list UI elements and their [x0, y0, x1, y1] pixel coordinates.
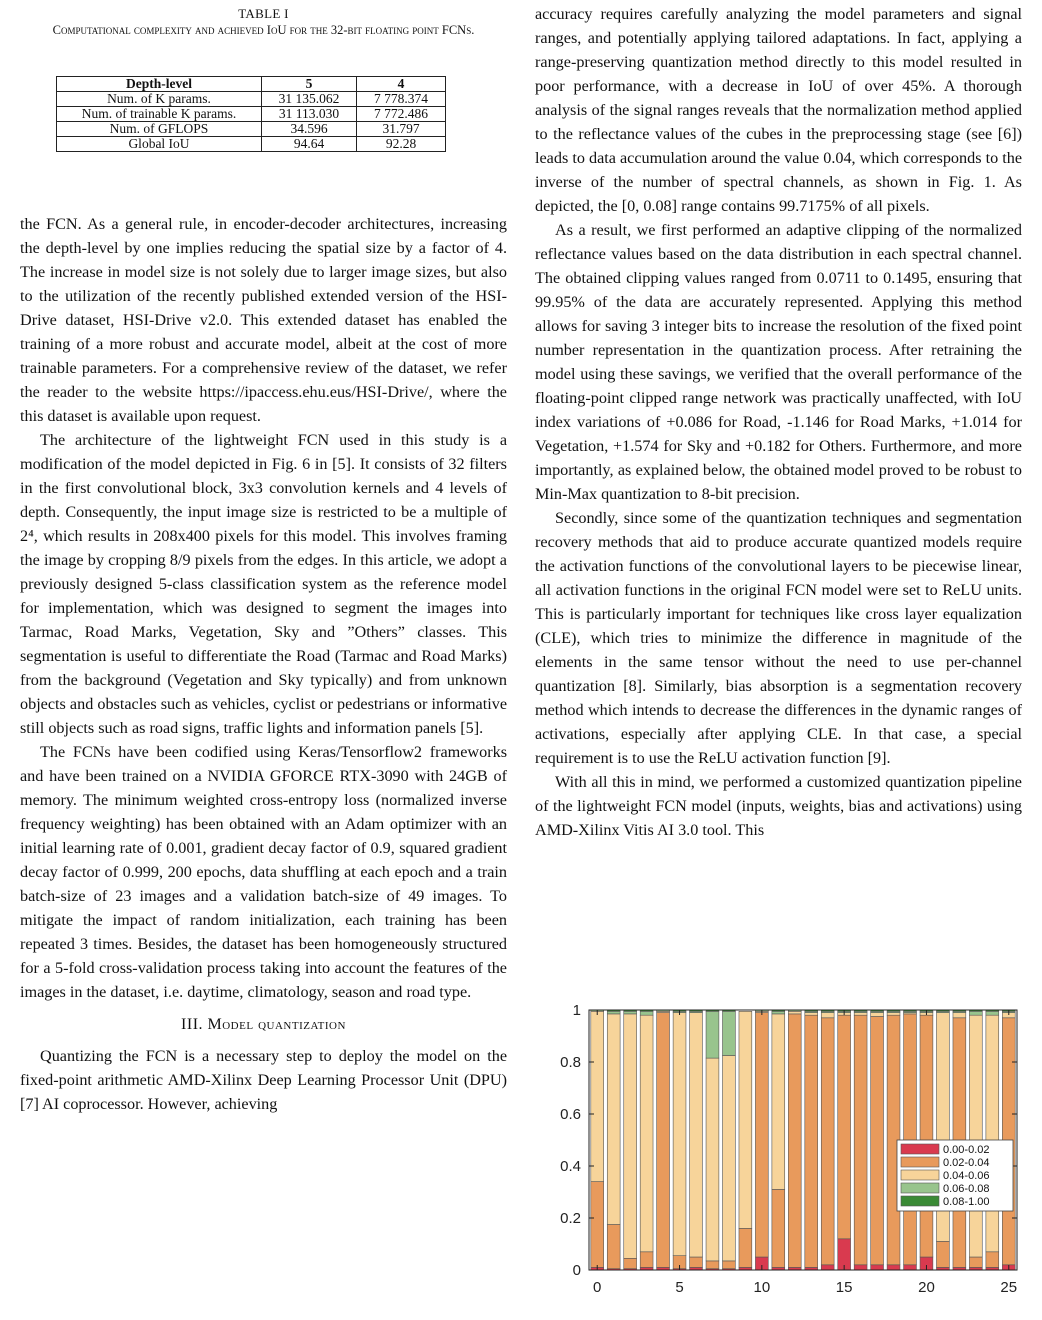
table-cell: 34.596	[262, 122, 357, 137]
bar-segment	[772, 1189, 785, 1267]
x-tick-label: 20	[918, 1279, 935, 1296]
x-tick-label: 25	[1000, 1279, 1018, 1296]
table-row	[57, 92, 446, 107]
table-cell: 31 113.030	[262, 107, 357, 122]
chart-svg	[545, 998, 1037, 1304]
table-header-cell: 4	[357, 77, 446, 92]
bar-segment	[755, 1013, 768, 1257]
bar-segment	[723, 1261, 736, 1269]
bar-segment	[624, 1011, 637, 1014]
table-header-cell: 5	[262, 77, 357, 92]
section-title: Model quantization	[207, 1016, 346, 1033]
bar-segment	[937, 1241, 950, 1267]
bar-segment	[821, 1018, 834, 1265]
bar-segment	[640, 1015, 653, 1252]
table-cell: 7 772.486	[357, 107, 446, 122]
legend-swatch	[901, 1144, 939, 1154]
bar-segment	[854, 1015, 867, 1265]
bar-segment	[706, 1261, 719, 1269]
legend-label: 0.00-0.02	[943, 1144, 990, 1156]
bar-segment	[821, 1265, 834, 1270]
bar-segment	[969, 1015, 982, 1257]
bar-segment	[591, 1182, 604, 1268]
bar-segment	[904, 1265, 917, 1270]
bar-segment	[986, 1011, 999, 1015]
bar-segment	[673, 1013, 686, 1256]
body-paragraph: As a result, we first performed an adaptive clipping of the normalized reflectance values based on the data distribution in each spectral channel. The obtained clipping values ranged from 0.0711 to 0.1495, ensuring that 99.95% of the data are accurately represented. Applying this method allows for saving 3 integer bits to increase the resolution of the fixed point number representation in the quantization process. After retraining the model using these savings, we verified that the overall performance of the floating-point clipped range network was practically unaffected, with IoU index variations of +0.086 for Road, -1.146 for Road Marks, +1.014 for Vegetation, +1.574 for Sky and +0.182 for Others. Furthermore, and more importantly, as explained below, the obtained model proved to be robust to Min-Max quantization to 8-bit precision.	[535, 221, 1022, 503]
y-tick-label: 0	[572, 1262, 581, 1279]
bar-segment	[772, 1011, 785, 1014]
bar-segment	[871, 1017, 884, 1265]
table-cell: Num. of GFLOPS	[57, 122, 262, 137]
bar-segment	[690, 1013, 703, 1257]
bar-segment	[986, 1252, 999, 1268]
bar-segment	[788, 1011, 801, 1014]
bar-segment	[640, 1011, 653, 1015]
bar-segment	[788, 1014, 801, 1268]
x-tick-label: 10	[753, 1279, 771, 1296]
table-row	[57, 137, 446, 152]
table-caption: Computational complexity and achieved IoU for the 32-bit floating point FCNs.	[52, 23, 475, 37]
bar-segment	[805, 1015, 818, 1267]
bar-segment	[871, 1013, 884, 1017]
bar-segment	[969, 1257, 982, 1267]
table-cell: 31 135.062	[262, 92, 357, 107]
y-tick-label: 1	[572, 1002, 581, 1019]
section-heading	[20, 1016, 507, 1034]
body-paragraph: The FCNs have been codified using Keras/Tensorflow2 frameworks and have been trained on a NVIDIA GFORCE RTX-3090 with 24GB of memory. The minimum weighted cross-entropy loss (normalized inverse frequency weighting) has been obtained with an Adam optimizer with an initial learning rate of 0.001, gradient decay factor of 0.9, squared gradient decay factor of 0.999, 200 epochs, data shuffling at each epoch and a train batch-size of 23 images and a validation batch-size of 49 images. To mitigate the impact of random initialization, each training has been repeated 3 times. Besides, the dataset has been homogeneously structured for a 5-fold cross-validation process taking into account the features of the images in the dataset, i.e. daytime, climatology, season and road type.	[20, 743, 507, 1001]
table-cell: Num. of trainable K params.	[57, 107, 262, 122]
x-tick-label: 5	[675, 1279, 684, 1296]
table-header-cell: Depth-level	[57, 77, 262, 92]
bar-segment	[821, 1013, 834, 1018]
legend-label: 0.06-0.08	[943, 1183, 990, 1195]
bar-segment	[723, 1011, 736, 1055]
legend-label: 0.08-1.00	[943, 1196, 990, 1208]
bar-segment	[920, 1015, 933, 1257]
table-label: TABLE I	[238, 6, 289, 21]
x-tick-label: 0	[593, 1279, 602, 1296]
legend-label: 0.02-0.04	[943, 1157, 990, 1169]
bar-segment	[986, 1015, 999, 1252]
bar-segment	[854, 1265, 867, 1270]
complexity-table	[56, 76, 446, 152]
legend-label: 0.04-0.06	[943, 1170, 990, 1182]
bar-segment	[871, 1265, 884, 1270]
bar-segment	[607, 1011, 620, 1014]
right-body	[535, 2, 1022, 842]
table-cell: 31.797	[357, 122, 446, 137]
y-tick-label: 0.8	[560, 1054, 581, 1071]
body-paragraph: Secondly, since some of the quantization techniques and segmentation recovery methods that aid to produce accurate quantized models require the activation functions of the convolutional layers to be piecewise linear, all activation functions in the original FCN model were set to ReLU units. This is particularly important for techniques like cross layer equalization (CLE), which tries to minimize the difference in magnitude of the elements in the same tensor without the need to use per-channel quantization [8]. Similarly, bias absorption is a segmentation recovery method which intends to decrease the differences in the dynamic ranges of activations, especially after applying CLE. In that case, a special requirement is to use the ReLU activation function [9].	[535, 509, 1022, 767]
legend-swatch	[901, 1157, 939, 1167]
bar-segment	[887, 1265, 900, 1270]
table-cell: 92.28	[357, 137, 446, 152]
bar-segment	[624, 1258, 637, 1268]
bar-segment	[607, 1225, 620, 1269]
table-cell: Num. of K params.	[57, 92, 262, 107]
y-tick-label: 0.4	[560, 1158, 581, 1175]
stacked-bar-chart	[545, 998, 1037, 1304]
bar-segment	[739, 1011, 752, 1228]
left-body	[20, 212, 507, 1116]
bar-segment	[904, 1014, 917, 1265]
table-wrapper	[56, 76, 446, 152]
bar-segment	[805, 1013, 818, 1016]
bar-segment	[624, 1014, 637, 1258]
body-paragraph: the FCN. As a general rule, in encoder-decoder architectures, increasing the depth-level by one implies reducing the spatial size by a factor of 4. The increase in model size is not solely due to larger image sizes, but also to the utilization of the recently published extended version of the HSI-Drive dataset, HSI-Drive v2.0. This extended dataset has enabled the training of a more robust and accurate model, albeit at the cost of more trainable parameters. For a comprehensive review of the dataset, we refer the reader to the website https://ipaccess.ehu.eus/HSI-Drive/, where the this dataset is available upon request.	[20, 215, 507, 425]
body-paragraph: With all this in mind, we performed a customized quantization pipeline of the lightweight FCN model (inputs, weights, bias and activations) using AMD-Xilinx Vitis AI 3.0 tool. This	[535, 773, 1022, 839]
table-cell: 7 778.374	[357, 92, 446, 107]
bar-segment	[591, 1011, 604, 1181]
bar-segment	[657, 1013, 670, 1268]
section-number: III.	[181, 1016, 204, 1033]
body-paragraph: Quantizing the FCN is a necessary step to deploy the model on the fixed-point arithmetic AMD-Xilinx Deep Learning Processor Unit (DPU) [7] AI coprocessor. However, achieving	[20, 1047, 507, 1113]
y-tick-label: 0.6	[560, 1106, 581, 1123]
table-row	[57, 122, 446, 137]
legend-swatch	[901, 1170, 939, 1180]
legend-swatch	[901, 1196, 939, 1206]
body-paragraph: accuracy requires carefully analyzing the model parameters and signal ranges, and potentially applying tailored adaptations. In fact, applying a range-preserving quantization method directly to this model resulted in poor performance, with a decrease in IoU of over 45%. A thorough analysis of the signal ranges reveals that the normalization method applied to the reflectance values of the cubes in the preprocessing stage (see [6]) leads to data accumulation around the value 0.04, which corresponds to the inverse of the number of spectral channels, as shown in Fig. 1. As depicted, the [0, 0.08] range contains 99.7175% of all pixels.	[535, 5, 1022, 215]
y-tick-label: 0.2	[560, 1210, 581, 1227]
bar-segment	[723, 1056, 736, 1261]
body-paragraph: The architecture of the lightweight FCN used in this study is a modification of the model depicted in Fig. 6 in [5]. It consists of 32 filters in the first convolutional block, 3x3 convolution kernels and 4 levels of depth. Consequently, the input image size is restricted to be a multiple of 2⁴, which results in 208x400 pixels for this model. This involves framing the image by cropping 8/9 pixels from the edges. In this article, we adopt a previously designed 5-class classification system as the reference model for implementation, which was designed to segment the images into Tarmac, Road Marks, Vegetation, Sky and ”Others” classes. This segmentation is useful to differentiate the Road (Tarmac and Road Marks) from the background (Vegetation and Sky typically) and from unknown objects and obstacles such as vehicles, cyclist or pedestrians or informative still objects such as road signs, traffic lights and information panels [5].	[20, 431, 507, 737]
table-cell: Global IoU	[57, 137, 262, 152]
bar-segment	[854, 1013, 867, 1016]
table-row	[57, 107, 446, 122]
legend-swatch	[901, 1183, 939, 1193]
bar-segment	[706, 1058, 719, 1261]
x-tick-label: 15	[835, 1279, 853, 1296]
bar-segment	[706, 1011, 719, 1058]
left-column	[20, 0, 507, 1113]
bar-segment	[640, 1252, 653, 1268]
bar-segment	[969, 1011, 982, 1015]
bar-segment	[953, 1013, 966, 1018]
bar-segment	[690, 1257, 703, 1267]
bar-segment	[739, 1228, 752, 1267]
bar-segment	[772, 1014, 785, 1190]
bar-segment	[607, 1014, 620, 1225]
table-header-row	[57, 77, 446, 92]
bar-segment	[838, 1015, 851, 1239]
table-cell: 94.64	[262, 137, 357, 152]
bar-segment	[887, 1013, 900, 1016]
